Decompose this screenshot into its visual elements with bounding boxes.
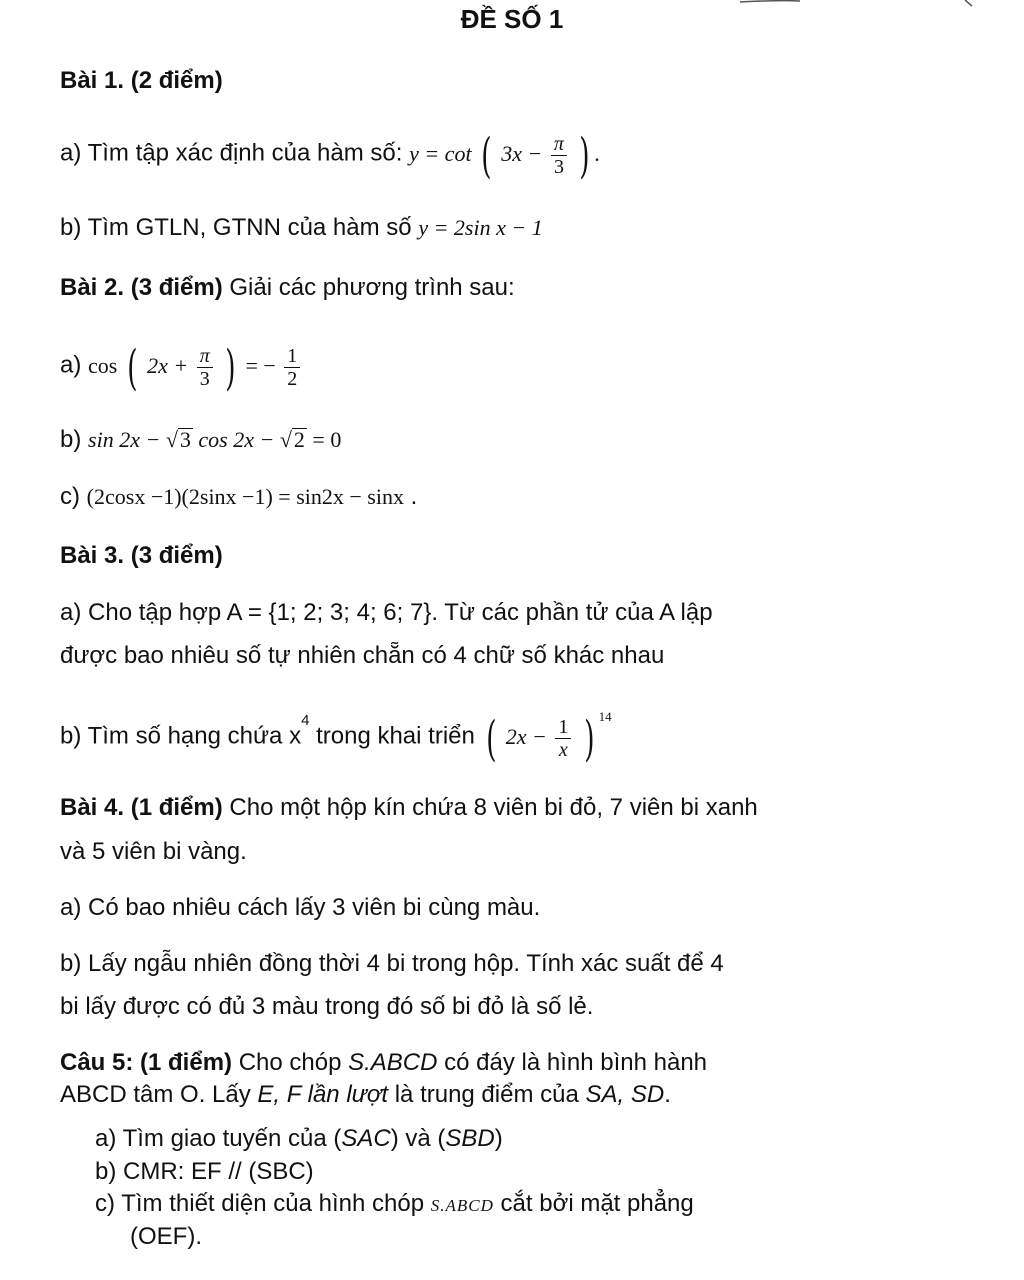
fraction bbox=[197, 345, 213, 390]
bai3-a-line1: a) Cho tập hợp A = {1; 2; 3; 4; 6; 7}. Từ các phần tử của A lập bbox=[60, 599, 713, 626]
bai4-b-line1: b) Lấy ngẫu nhiên đồng thời 4 bi trong hộp. Tính xác suất để 4 bbox=[60, 950, 724, 977]
cau5-a bbox=[95, 1124, 503, 1154]
cau5-c-line2: (OEF). bbox=[130, 1223, 202, 1250]
term: sin 2x − bbox=[88, 427, 166, 452]
text: Cho chóp bbox=[232, 1049, 349, 1076]
bai4-b-line2: bi lấy được có đủ 3 màu trong đó số bi đỏ là số lẻ. bbox=[60, 993, 594, 1020]
bai4-line2: và 5 viên bi vàng. bbox=[60, 838, 247, 865]
text: . bbox=[664, 1081, 671, 1108]
frac-den: x bbox=[558, 739, 568, 761]
bai1-heading: Bài 1. (2 điểm) bbox=[60, 67, 223, 94]
bai2-b-formula: sin 2x − √3 cos 2x − √2 = 0 bbox=[88, 427, 342, 452]
bai4-line1-rest: Cho một hộp kín chứa 8 viên bi đỏ, 7 viên bi xanh bbox=[222, 794, 758, 821]
bai2-c bbox=[60, 482, 417, 512]
paren-close: ) bbox=[579, 127, 590, 184]
text: cắt bởi mặt phẳng bbox=[493, 1190, 694, 1217]
bai2-b bbox=[60, 425, 341, 455]
fraction bbox=[551, 133, 567, 178]
exam-title: ĐỀ SỐ 1 bbox=[460, 4, 564, 34]
bai2-heading-line bbox=[60, 273, 515, 303]
frac-num: 1 bbox=[284, 345, 300, 368]
bai2-a-arg: 2x + bbox=[147, 352, 189, 378]
cau5-line1 bbox=[60, 1048, 707, 1078]
text: a) Tìm giao tuyến của ( bbox=[95, 1125, 342, 1152]
text: S.ABCD bbox=[348, 1049, 438, 1076]
paren-close: ) bbox=[225, 339, 236, 396]
period: . bbox=[403, 483, 418, 510]
sqrt-2: 2 bbox=[293, 427, 305, 452]
bai1-a-arg: 3x − bbox=[501, 140, 543, 166]
bai1-b-text: b) Tìm GTLN, GTNN của hàm số bbox=[60, 214, 419, 241]
frac-num: 1 bbox=[555, 716, 571, 739]
text: là trung điểm của bbox=[388, 1081, 586, 1108]
cos-func: cos bbox=[88, 352, 118, 378]
bai3-b bbox=[60, 709, 612, 767]
cau5-b: b) CMR: EF // (SBC) bbox=[95, 1158, 314, 1185]
fraction bbox=[284, 345, 300, 390]
paren-open: ( bbox=[481, 127, 492, 184]
bai2-c-label: c) bbox=[60, 483, 87, 510]
term: = 0 bbox=[306, 427, 342, 452]
text: c) Tìm thiết diện của hình chóp bbox=[95, 1190, 431, 1217]
bai2-a-formula bbox=[88, 339, 303, 396]
frac-num: π bbox=[551, 133, 567, 156]
bai1-b-formula: y = 2sin x − 1 bbox=[418, 215, 543, 240]
bai3-a-line2: được bao nhiêu số tự nhiên chẵn có 4 chữ số khác nhau bbox=[60, 642, 665, 669]
term: cos 2x − bbox=[192, 427, 280, 452]
text: ) và ( bbox=[390, 1125, 446, 1152]
bai1-a-func: y = cot bbox=[409, 140, 472, 166]
bai2-b-label: b) bbox=[60, 426, 89, 453]
period: . bbox=[594, 140, 600, 166]
bai2-a-label: a) bbox=[60, 351, 89, 379]
paren-close: ) bbox=[584, 710, 595, 767]
bai4-line1 bbox=[60, 793, 758, 823]
cau5-heading: Câu 5: (1 điểm) bbox=[60, 1049, 233, 1076]
text: ABCD tâm O. Lấy bbox=[60, 1081, 258, 1108]
cau5-line2 bbox=[60, 1080, 671, 1110]
frac-den: 2 bbox=[287, 368, 298, 390]
exponent: 4 bbox=[301, 712, 310, 729]
bai2-a bbox=[60, 339, 303, 396]
text: SAC bbox=[341, 1125, 391, 1152]
bai3-heading: Bài 3. (3 điểm) bbox=[60, 542, 223, 569]
small-caps-text: S.ABCD bbox=[430, 1196, 494, 1215]
fraction bbox=[555, 716, 571, 761]
frac-den: 3 bbox=[553, 156, 564, 178]
text: có đáy là hình bình hành bbox=[437, 1049, 708, 1076]
bai1-a-text: a) Tìm tập xác định của hàm số: bbox=[60, 139, 410, 167]
cau5-c-line1 bbox=[95, 1189, 694, 1221]
text: SBD bbox=[445, 1125, 495, 1152]
frac-den: 3 bbox=[199, 368, 210, 390]
bai1-a-formula bbox=[409, 127, 600, 184]
bai1-a bbox=[60, 127, 600, 184]
paren-open: ( bbox=[127, 339, 138, 396]
power: 14 bbox=[598, 709, 612, 724]
paren-open: ( bbox=[485, 710, 497, 767]
frac-num: π bbox=[197, 345, 213, 368]
text: E, F lần lượt bbox=[257, 1081, 389, 1108]
bai2-heading: Bài 2. (3 điểm) bbox=[60, 274, 223, 301]
bai3-b-text1: b) Tìm số hạng chứa x bbox=[60, 722, 302, 750]
bai4-a: a) Có bao nhiêu cách lấy 3 viên bi cùng màu. bbox=[60, 894, 541, 921]
equals-minus: = − bbox=[245, 352, 276, 378]
bai3-b-formula bbox=[482, 709, 612, 767]
bai2-c-formula: (2cosx −1)(2sinx −1) = sin2x − sinx bbox=[86, 484, 404, 509]
bai4-heading: Bài 4. (1 điểm) bbox=[60, 794, 223, 821]
bai1-b bbox=[60, 213, 543, 243]
text: ) bbox=[494, 1125, 503, 1152]
text: SA, SD bbox=[585, 1081, 665, 1108]
bai2-heading-rest: Giải các phương trình sau: bbox=[222, 274, 515, 301]
bai3-b-text2: trong khai triển bbox=[309, 722, 482, 750]
bai3-b-arg: 2x − bbox=[505, 723, 547, 749]
sqrt-3: 3 bbox=[179, 427, 191, 452]
